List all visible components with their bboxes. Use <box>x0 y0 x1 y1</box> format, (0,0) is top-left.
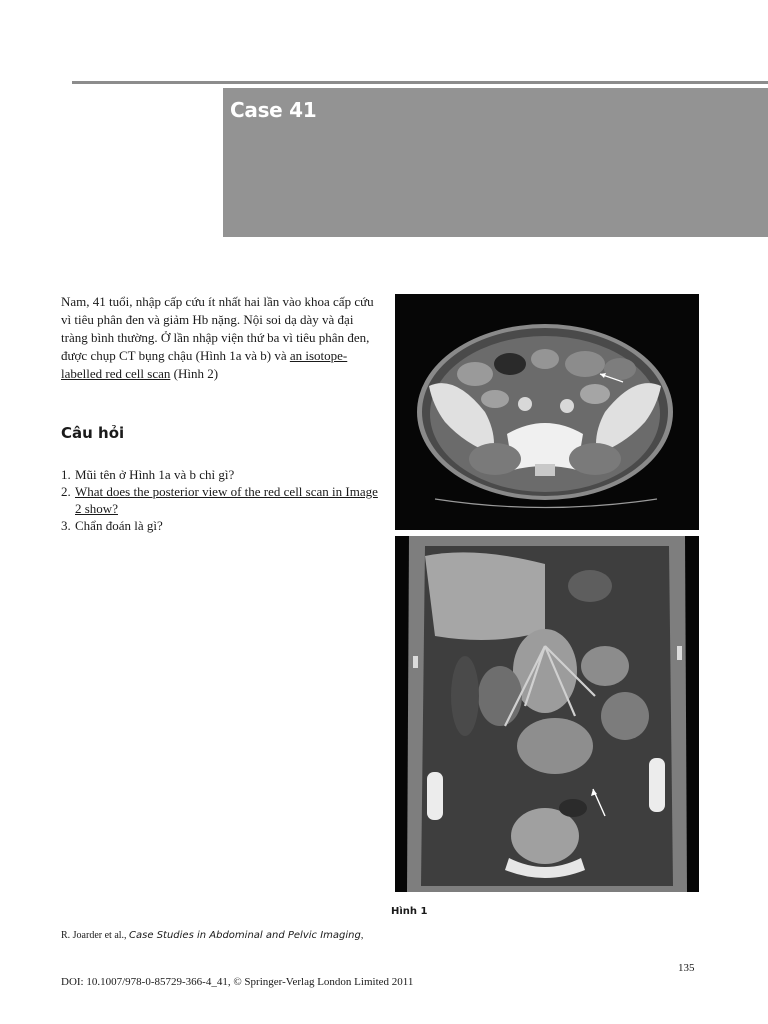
doi-line: DOI: 10.1007/978-0-85729-366-4_41, © Springer-Verlag London Limited 2011 <box>61 976 414 988</box>
page-number: 135 <box>678 962 695 974</box>
intro-underlined-text: an isotope-labelled red cell scan <box>61 348 348 381</box>
citation-book-title: Case Studies in Abdominal and Pelvic Imaging <box>129 930 361 941</box>
question-item <box>61 483 381 517</box>
question-item <box>61 517 381 534</box>
case-title: Case 41 <box>230 98 317 122</box>
citation <box>61 930 363 941</box>
ct-coronal-image <box>395 536 699 892</box>
question-list <box>61 466 381 534</box>
question-number: 1. <box>61 467 71 482</box>
question-text: Mũi tên ở Hình 1a và b chỉ gì? <box>75 467 235 482</box>
citation-authors: R. Joarder et al., <box>61 930 130 941</box>
question-text: What does the posterior view of the red cell scan in Image 2 show? <box>75 484 378 516</box>
questions-heading: Câu hỏi <box>61 424 125 442</box>
case-intro-paragraph <box>61 293 377 383</box>
citation-tail: , <box>360 930 364 941</box>
ct-axial-image <box>395 294 699 530</box>
question-number: 2. <box>61 484 71 499</box>
intro-text: Nam, 41 tuổi, nhập cấp cứu ít nhất hai lần vào khoa cấp cứu vì tiêu phân đen và giảm Hb nặng. Nội soi dạ dày và đại tràng bình thường. Ở lần nhập viện thứ ba vì tiêu phân đen, được chụp CT bụng chậu (Hình 1a và b) và <box>61 294 374 363</box>
question-text: Chẩn đoán là gì? <box>75 518 163 533</box>
figure-caption: Hình 1 <box>391 906 428 917</box>
case-title-banner <box>223 88 768 237</box>
intro-tail: (Hình 2) <box>170 366 219 381</box>
question-item <box>61 466 381 483</box>
header-rule <box>72 81 768 84</box>
question-number: 3. <box>61 518 71 533</box>
